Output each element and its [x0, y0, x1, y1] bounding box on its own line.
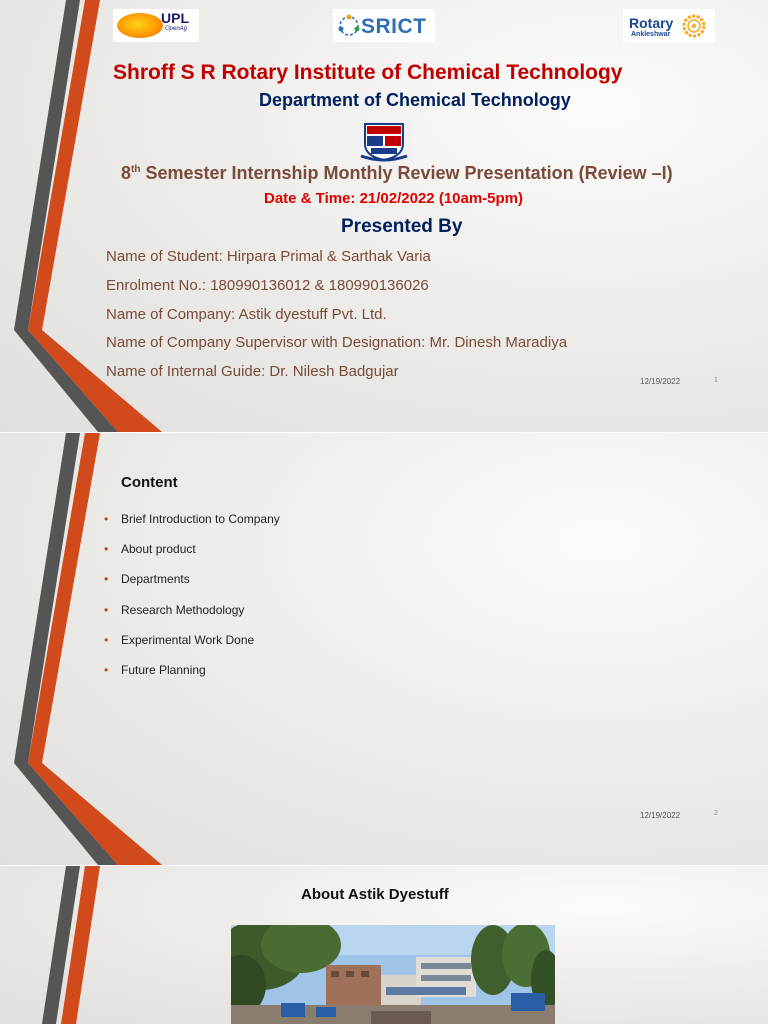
footer-date: 12/19/2022: [640, 811, 681, 820]
about-heading: About Astik Dyestuff: [301, 886, 449, 903]
decorative-swoosh: [0, 433, 170, 865]
bullet-icon: •: [104, 603, 109, 617]
slide-2: [0, 433, 768, 865]
upl-logo: UPL OpenAg: [113, 9, 199, 42]
list-item: • Experimental Work Done: [104, 633, 255, 647]
list-item: • Future Planning: [104, 663, 206, 677]
slide-1: [0, 0, 768, 432]
list-item: • About product: [104, 542, 196, 556]
slide-number: 2: [714, 810, 718, 817]
rotary-logo: Rotary Ankleshwar: [623, 9, 715, 42]
bullet-icon: •: [104, 512, 109, 526]
list-item: • Departments: [104, 572, 190, 586]
decorative-swoosh: [0, 866, 170, 1024]
factory-building-photo: [231, 925, 555, 1024]
internal-guide: Name of Internal Guide: Dr. Nilesh Badgujar: [106, 363, 399, 380]
student-name: Name of Student: Hirpara Primal & Sarthak Varia: [106, 248, 431, 265]
footer-date: 12/19/2022: [640, 377, 681, 386]
srict-logo: SRICT: [333, 9, 435, 42]
date-time: Date & Time: 21/02/2022 (10am-5pm): [264, 190, 524, 207]
list-item: • Brief Introduction to Company: [104, 512, 280, 526]
company-name: Name of Company: Astik dyestuff Pvt. Ltd.: [106, 306, 387, 323]
institute-title: Shroff S R Rotary Institute of Chemical Technology: [113, 61, 623, 84]
content-heading: Content: [121, 474, 178, 491]
slide-number: 1: [714, 377, 718, 384]
enrolment-number: Enrolment No.: 180990136012 & 180990136026: [106, 277, 429, 294]
bullet-icon: •: [104, 572, 109, 586]
presentation-title: 8th Semester Internship Monthly Review Presentation (Review –I): [121, 163, 673, 183]
presented-by-heading: Presented By: [341, 216, 463, 237]
list-item: • Research Methodology: [104, 603, 245, 617]
bullet-icon: •: [104, 663, 109, 677]
university-crest-icon: [357, 120, 411, 162]
bullet-icon: •: [104, 633, 109, 647]
bullet-icon: •: [104, 542, 109, 556]
department-title: Department of Chemical Technology: [259, 90, 571, 110]
company-supervisor: Name of Company Supervisor with Designation: Mr. Dinesh Maradiya: [106, 334, 568, 351]
